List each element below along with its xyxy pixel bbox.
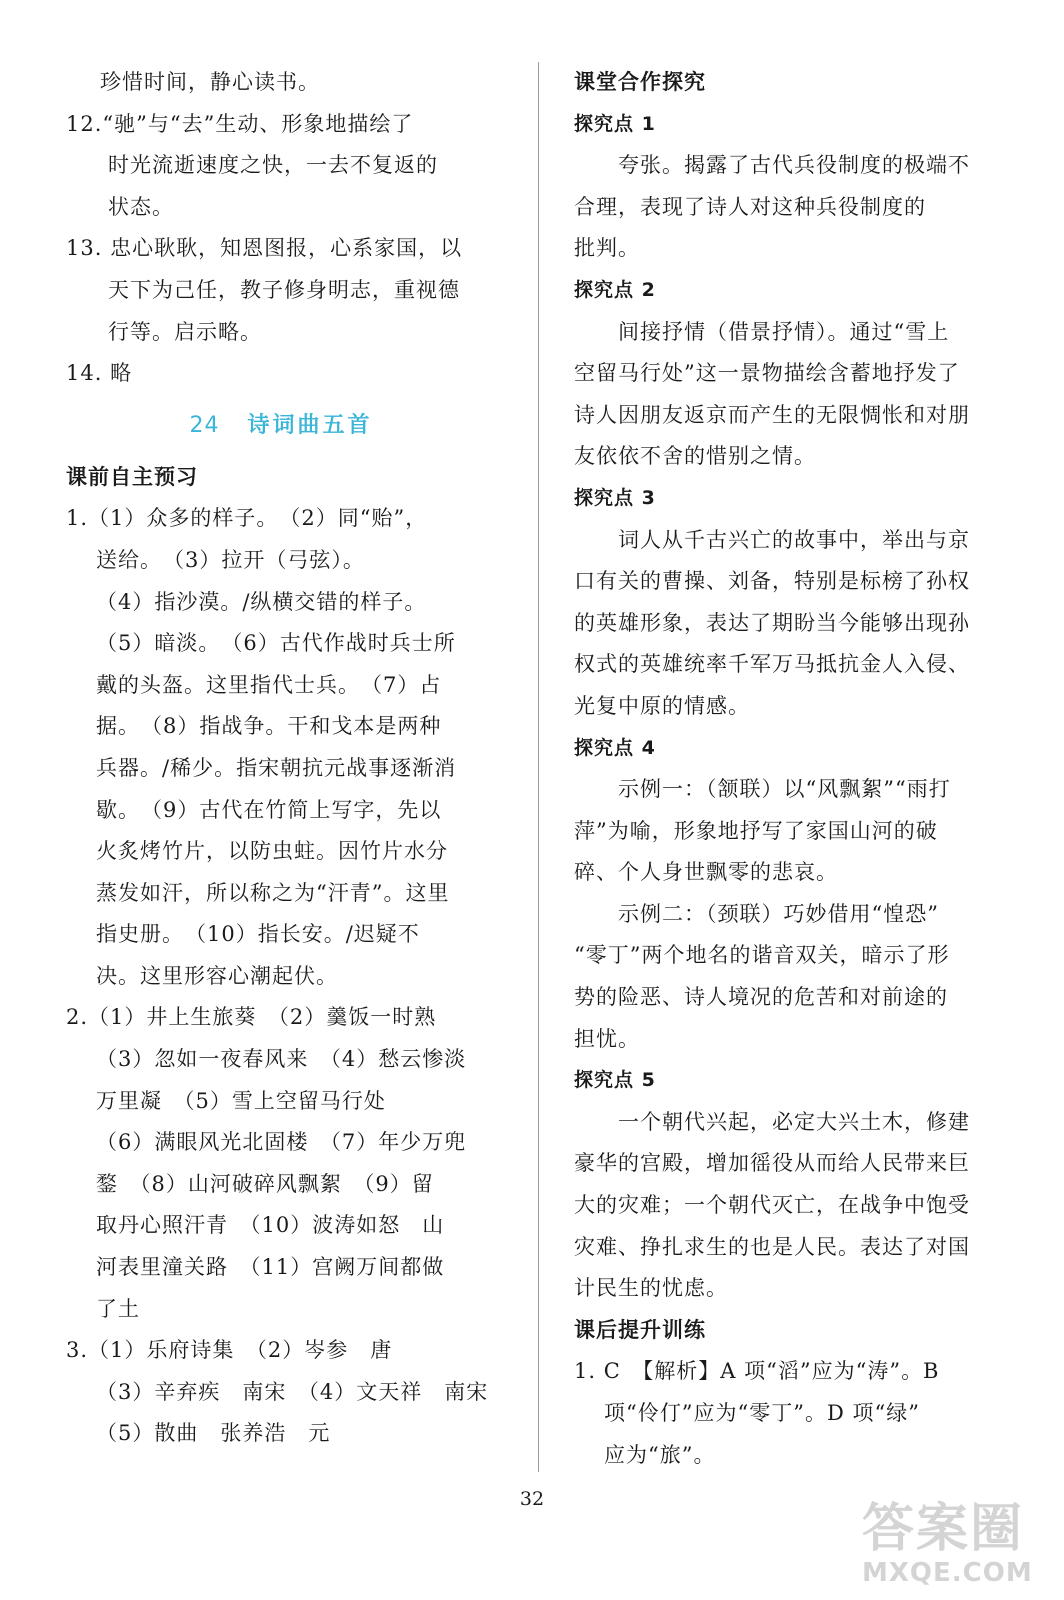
answer-12: 12.“驰”与“去”生动、形象地描绘了: [66, 111, 414, 136]
q3-line: （3）辛弃疾 南宋 （4）文天祥 南宋: [96, 1379, 489, 1404]
practice-answer-1: 1. C 【解析】A 项“滔”应为“涛”。B: [574, 1359, 940, 1384]
section-heading-practice: 课后提升训练: [574, 1317, 706, 1342]
column-divider: [538, 62, 539, 1472]
q2-line: （3）忽如一夜春风来 （4）愁云惨淡: [96, 1047, 467, 1072]
text-line: 示例一：（颔联）以“风飘絮”“雨打: [618, 777, 951, 802]
text-line: 碎、个人身世飘零的悲哀。: [574, 860, 838, 885]
q1-line: （5）暗淡。 （6）古代作战时兵士所: [96, 631, 456, 656]
text-line: 的英雄形象，表达了期盼当今能够出现孙: [574, 610, 970, 635]
q2-line: 了土: [96, 1296, 140, 1321]
q1-line: 戴的头盔。这里指代士兵。 （7）占: [96, 672, 442, 697]
text-line: 空留马行处”这一景物描绘含蓄地抒发了: [574, 361, 960, 386]
page-number: 32: [519, 1488, 545, 1510]
q2-line: 取丹心照汗青 （10）波涛如怒 山: [96, 1213, 445, 1238]
text-line: 间接抒情（借景抒情）。通过“雪上: [618, 319, 950, 344]
lesson-number: 24: [189, 412, 220, 438]
q1-line: 火炙烤竹片，以防虫蛀。因竹片水分: [96, 839, 448, 864]
explore-point-5-heading: 探究点 5: [574, 1069, 656, 1092]
q1-line: 1.（1）众多的样子。 （2）同“贻”，: [66, 506, 428, 531]
text-line: “零丁”两个地名的谐音双关，暗示了形: [574, 943, 950, 968]
q1-line: 送给。 （3）拉开（弓弦）。: [96, 547, 365, 572]
text-line: 批判。: [574, 236, 640, 261]
q1-line: 蒸发如汗，所以称之为“汗青”。这里: [96, 880, 450, 905]
q1-line: 指史册。 （10）指长安。/迟疑不: [96, 922, 420, 947]
text-line: 夸张。揭露了古代兵役制度的极端不: [618, 153, 970, 178]
text-line: 诗人因朋友返京而产生的无限惆怅和对朋: [574, 402, 970, 427]
explore-point-3-heading: 探究点 3: [574, 486, 656, 509]
q2-line: 2.（1）井上生旅葵 （2）羹饭一时熟: [66, 1005, 437, 1030]
text-line: 珍惜时间，静心读书。: [100, 70, 320, 94]
text-line: 光复中原的情感。: [574, 693, 750, 718]
q1-line: 歇。 （9）古代在竹简上写字，先以: [96, 797, 442, 822]
q1-line: （4）指沙漠。/纵横交错的样子。: [96, 589, 427, 614]
text-line: 大的灾难；一个朝代灭亡，在战争中饱受: [574, 1193, 970, 1218]
right-column: [574, 62, 1004, 1476]
section-heading-explore: 课堂合作探究: [574, 70, 706, 94]
text-line: 萍”为喻，形象地抒写了家国山河的破: [574, 818, 938, 843]
text-line: 行等。启示略。: [108, 319, 262, 344]
text-line: 权式的英雄统率千军万马抵抗金人入侵、: [574, 652, 970, 677]
watermark-url: MXQE.COM: [862, 1558, 1033, 1588]
q3-line: 3.（1）乐府诗集 （2）岑参 唐: [66, 1338, 393, 1363]
text-line: 天下为己任，教子修身明志，重视德: [108, 277, 460, 302]
q2-line: 鍪 （8）山河破碎风飘絮 （9）留: [96, 1171, 434, 1196]
q2-line: 河表里潼关路 （11）宫阙万间都做: [96, 1255, 445, 1280]
q3-line: （5）散曲 张养浩 元: [96, 1421, 331, 1446]
text-line: 灾难、挣扎求生的也是人民。表达了对国: [574, 1234, 970, 1259]
text-line: 合理，表现了诗人对这种兵役制度的: [574, 194, 926, 219]
text-line: 项“伶仃”应为“零丁”。D 项“绿”: [604, 1401, 920, 1425]
text-line: 状态。: [108, 194, 174, 219]
left-column: [66, 62, 496, 1455]
lesson-title: 诗词曲五首: [247, 412, 373, 438]
answer-13: 13. 忠心耿耿，知恩图报，心系家国，以: [66, 236, 463, 261]
explore-point-4-heading: 探究点 4: [574, 736, 656, 759]
section-heading-preview: 课前自主预习: [66, 464, 198, 489]
text-line: 一个朝代兴起，必定大兴土木，修建: [618, 1109, 970, 1134]
text-line: 豪华的宫殿，增加徭役从而给人民带来巨: [574, 1151, 970, 1176]
text-line: 词人从千古兴亡的故事中，举出与京: [618, 527, 970, 552]
text-line: 示例二：（颈联）巧妙借用“惶恐”: [618, 901, 939, 926]
watermark-text: 答案圈: [862, 1499, 1025, 1559]
text-line: 势的险恶、诗人境况的危苦和对前途的: [574, 985, 948, 1010]
q1-line: 决。这里形容心潮起伏。: [96, 963, 338, 988]
text-line: 友依依不舍的惜别之情。: [574, 444, 816, 469]
text-line: 计民生的忧虑。: [574, 1276, 728, 1301]
explore-point-2-heading: 探究点 2: [574, 278, 656, 301]
lesson-heading: [66, 395, 496, 457]
q1-line: 兵器。/稀少。指宋朝抗元战事逐渐消: [96, 755, 457, 780]
explore-point-1-heading: 探究点 1: [574, 112, 656, 135]
text-line: 应为“旅”。: [604, 1442, 716, 1467]
q2-line: （6）满眼风光北固楼 （7）年少万兜: [96, 1130, 467, 1155]
text-line: 时光流逝速度之快，一去不复返的: [108, 153, 438, 178]
q1-line: 据。 （8）指战争。干和戈本是两种: [96, 714, 442, 739]
answer-14: 14. 略: [66, 361, 133, 386]
q2-line: 万里凝 （5）雪上空留马行处: [96, 1088, 386, 1113]
text-line: 口有关的曹操、刘备，特别是标榜了孙权: [574, 569, 970, 594]
watermark-logo: [862, 1500, 1052, 1595]
text-line: 担忧。: [574, 1026, 640, 1051]
